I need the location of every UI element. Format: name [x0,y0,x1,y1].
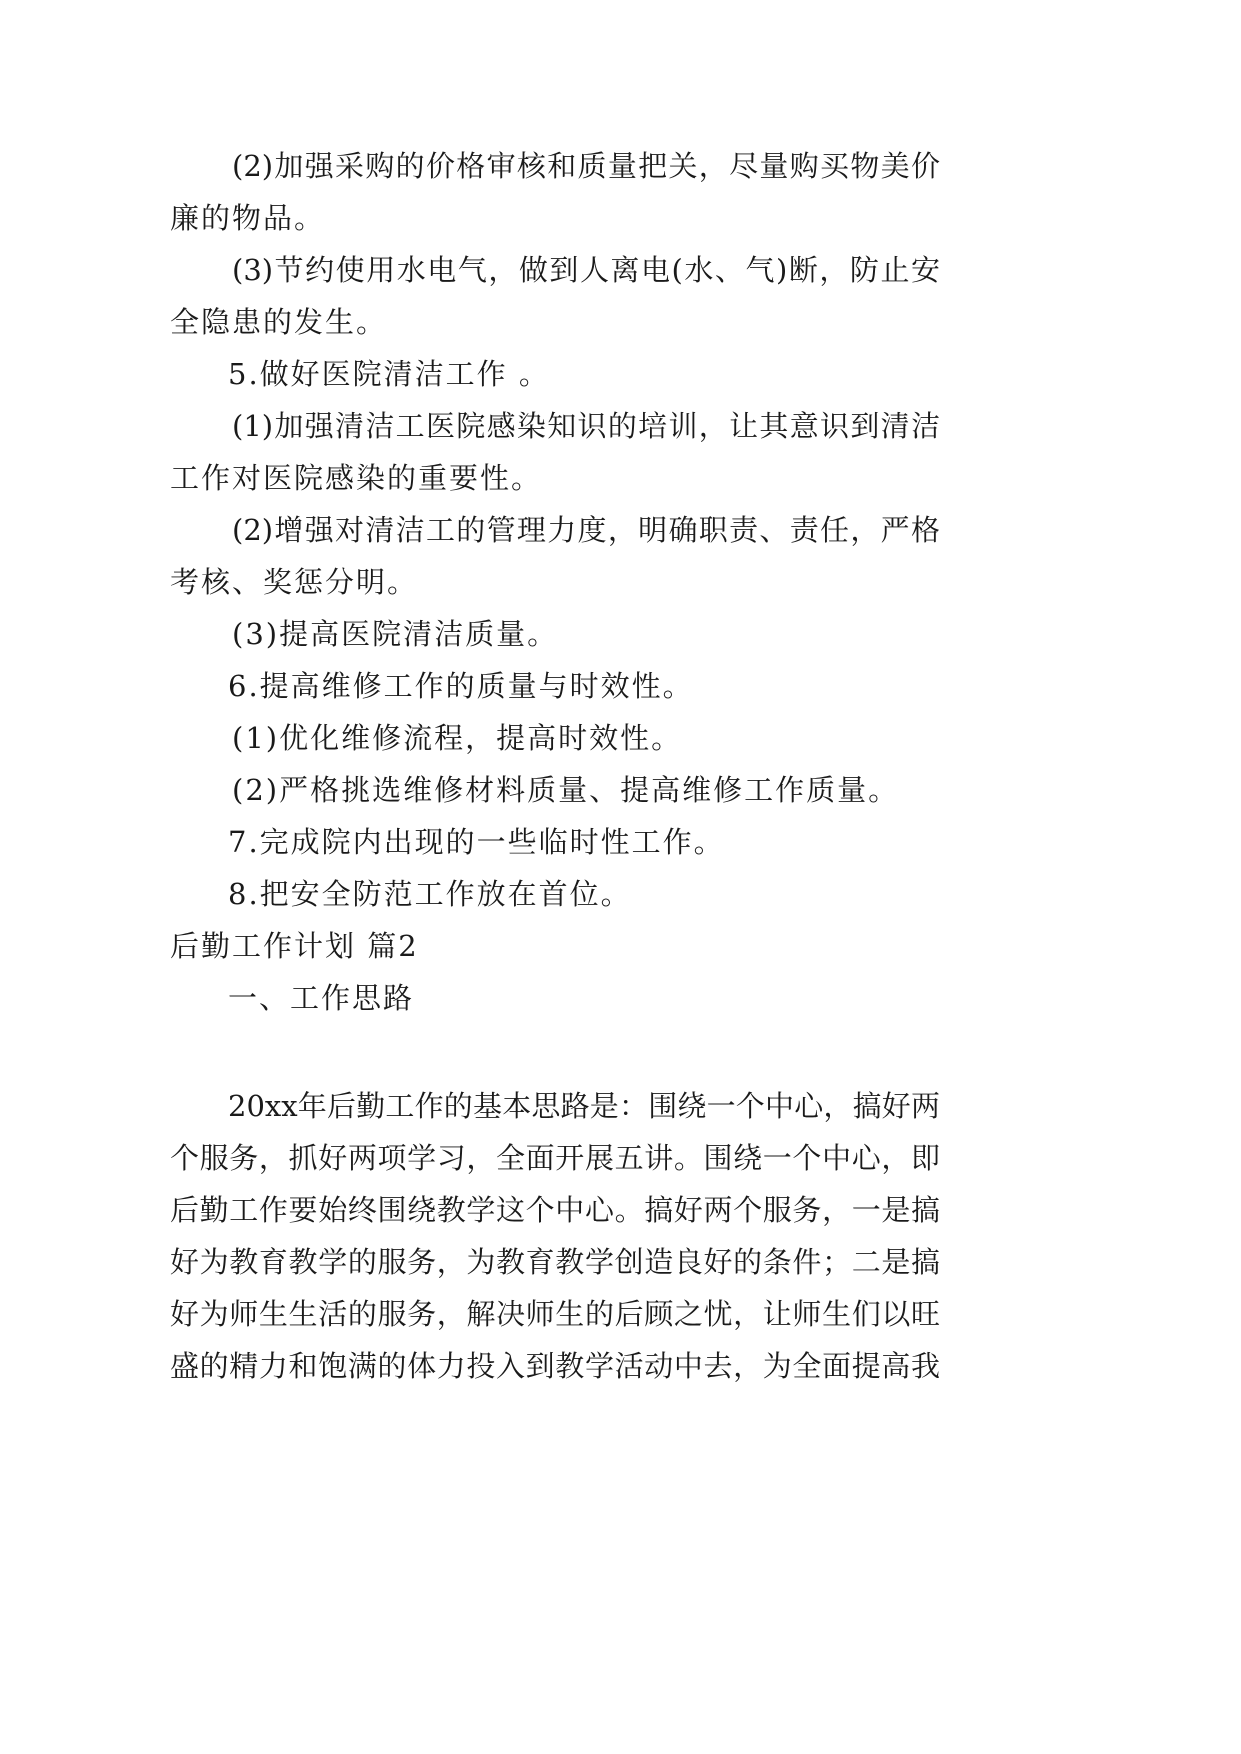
text-line: 工作对医院感染的重要性。 [170,461,543,495]
text-line: 全隐患的发生。 [170,305,388,339]
text-line: 20xx年后勤工作的基本思路是：围绕一个中心，搞好两 [228,1089,940,1123]
section-heading: 一、工作思路 [228,981,415,1015]
text-line: (2)增强对清洁工的管理力度，明确职责、责任，严格 [232,513,940,547]
text-line: 后勤工作要始终围绕教学这个中心。搞好两个服务，一是搞 [170,1193,940,1227]
document-title: 后勤工作计划 篇2 [170,929,419,963]
text-line: 考核、奖惩分明。 [170,565,419,599]
text-line: 盛的精力和饱满的体力投入到教学活动中去，为全面提高我 [170,1349,940,1383]
text-line: (2)加强采购的价格审核和质量把关，尽量购买物美价 [232,149,940,183]
section-heading: 7.完成院内出现的一些临时性工作。 [228,825,725,859]
section-heading: 5.做好医院清洁工作 。 [228,357,550,391]
text-line: (2)严格挑选维修材料质量、提高维修工作质量。 [232,773,900,807]
text-line: (3)节约使用水电气，做到人离电(水、气)断，防止安 [232,253,940,287]
text-line: (1)优化维修流程，提高时效性。 [232,721,683,755]
text-line: 廉的物品。 [170,201,326,235]
text-line: 好为教育教学的服务，为教育教学创造良好的条件；二是搞 [170,1245,940,1279]
text-line: (1)加强清洁工医院感染知识的培训，让其意识到清洁 [232,409,940,443]
text-line: 好为师生生活的服务，解决师生的后顾之忧，让师生们以旺 [170,1297,940,1331]
section-heading: 8.把安全防范工作放在首位。 [228,877,632,911]
section-heading: 6.提高维修工作的质量与时效性。 [228,669,694,703]
text-line: (3)提高医院清洁质量。 [232,617,559,651]
text-line: 个服务，抓好两项学习，全面开展五讲。围绕一个中心，即 [170,1141,940,1175]
